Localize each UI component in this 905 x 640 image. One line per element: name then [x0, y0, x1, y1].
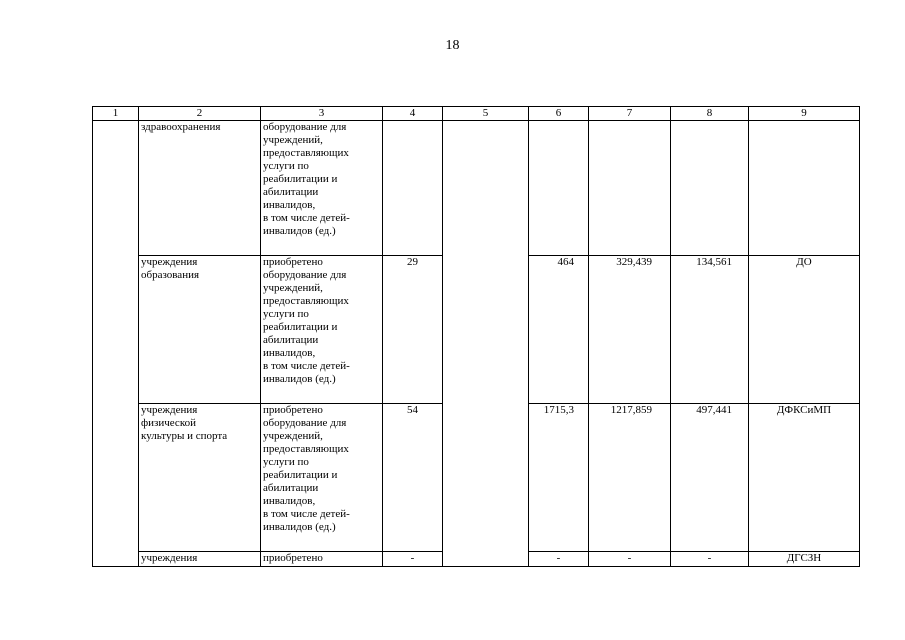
institution-cell: учреждения образования	[139, 256, 261, 404]
indicator-cell: приобретено оборудование для учреждений, предоставляющих услуги по реабилитации и абилитации инвалидов, в том числе детей- инвалидов (ед.)	[261, 404, 383, 552]
amount-cell: 497,441	[671, 404, 749, 552]
amount-cell: 1217,859	[589, 404, 671, 552]
header-cell: 8	[671, 107, 749, 121]
page-number: 18	[445, 38, 460, 53]
total-cell: -	[529, 552, 589, 567]
amount-cell: 329,439	[589, 256, 671, 404]
amount-cell	[589, 121, 671, 256]
quantity-cell: 54	[383, 404, 443, 552]
quantity-cell: -	[383, 552, 443, 567]
header-cell: 9	[749, 107, 860, 121]
institution-cell: учреждения	[139, 552, 261, 567]
indicator-cell: приобретено оборудование для учреждений, предоставляющих услуги по реабилитации и абилитации инвалидов, в том числе детей- инвалидов (ед.)	[261, 256, 383, 404]
table-row	[93, 121, 860, 256]
header-cell: 6	[529, 107, 589, 121]
amount-cell: -	[671, 552, 749, 567]
executor-cell	[749, 121, 860, 256]
header-cell: 7	[589, 107, 671, 121]
institution-cell: учреждения физической культуры и спорта	[139, 404, 261, 552]
indicator-cell: приобретено	[261, 552, 383, 567]
executor-cell: ДФКСиМП	[749, 404, 860, 552]
total-cell	[529, 121, 589, 256]
header-cell: 5	[443, 107, 529, 121]
amount-cell	[671, 121, 749, 256]
data-table	[92, 106, 860, 567]
header-cell: 1	[93, 107, 139, 121]
amount-cell: -	[589, 552, 671, 567]
amount-cell: 134,561	[671, 256, 749, 404]
executor-cell: ДГСЗН	[749, 552, 860, 567]
quantity-cell: 29	[383, 256, 443, 404]
institution-cell: здравоохранения	[139, 121, 261, 256]
header-cell: 2	[139, 107, 261, 121]
header-cell: 4	[383, 107, 443, 121]
executor-cell: ДО	[749, 256, 860, 404]
total-cell: 464	[529, 256, 589, 404]
header-cell: 3	[261, 107, 383, 121]
col5-cell	[443, 121, 529, 567]
quantity-cell	[383, 121, 443, 256]
indicator-cell: оборудование для учреждений, предоставляющих услуги по реабилитации и абилитации инвалидов, в том числе детей- инвалидов (ед.)	[261, 121, 383, 256]
total-cell: 1715,3	[529, 404, 589, 552]
col1-cell	[93, 121, 139, 567]
table-header-row	[93, 107, 860, 121]
